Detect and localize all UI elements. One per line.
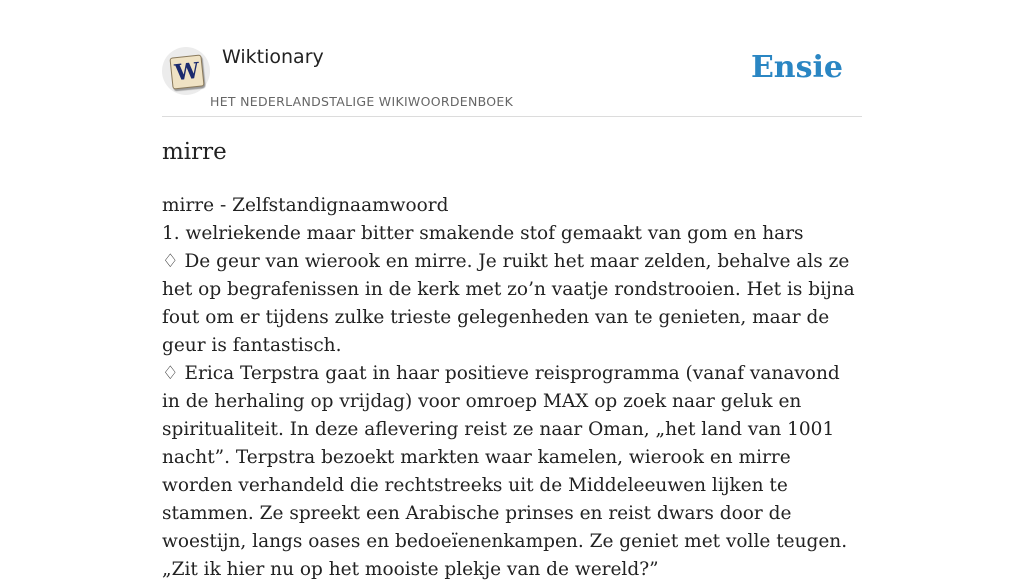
site-tagline: HET NEDERLANDSTALIGE WIKIWOORDENBOEK (210, 94, 514, 109)
site-header (162, 40, 862, 117)
wiktionary-logo-icon: W (169, 54, 204, 89)
entry-heading: mirre - Zelfstandignaamwoord (162, 195, 449, 216)
entry-example: ♢ De geur van wierook en mirre. Je ruikt het maar zelden, behalve als ze het op begrafenissen in de kerk met zo’n vaatje rondstrooien. Het is bijna fout om er tijdens zulke trieste gelegenheden van te genieten, maar de geur is fantastisch. (162, 251, 855, 356)
page-title: mirre (162, 139, 227, 165)
ensie-logo[interactable]: Ensie (750, 50, 843, 85)
entry-definition: 1. welriekende maar bitter smakende stof gemaakt van gom en hars (162, 223, 804, 244)
site-name[interactable]: Wiktionary (222, 46, 324, 68)
entry-content (162, 192, 862, 584)
wiktionary-logo[interactable] (162, 47, 210, 95)
entry-example: ♢ Erica Terpstra gaat in haar positieve reisprogramma (vanaf vanavond in de herhaling op vrijdag) voor omroep MAX op zoek naar geluk en spiritualiteit. In deze aflevering reist ze naar Oman, „het land van 1001 nacht”. Terpstra bezoekt markten waar kamelen, wierook en mirre worden verhandeld die rechtstreeks uit de Middeleeuwen lijken te stammen. Ze spreekt een Arabische prinses en reist dwars door de woestijn, langs oases en bedoeïenenkampen. Ze geniet met volle teugen. „Zit ik hier nu op het mooiste plekje van de wereld?” (162, 363, 848, 580)
